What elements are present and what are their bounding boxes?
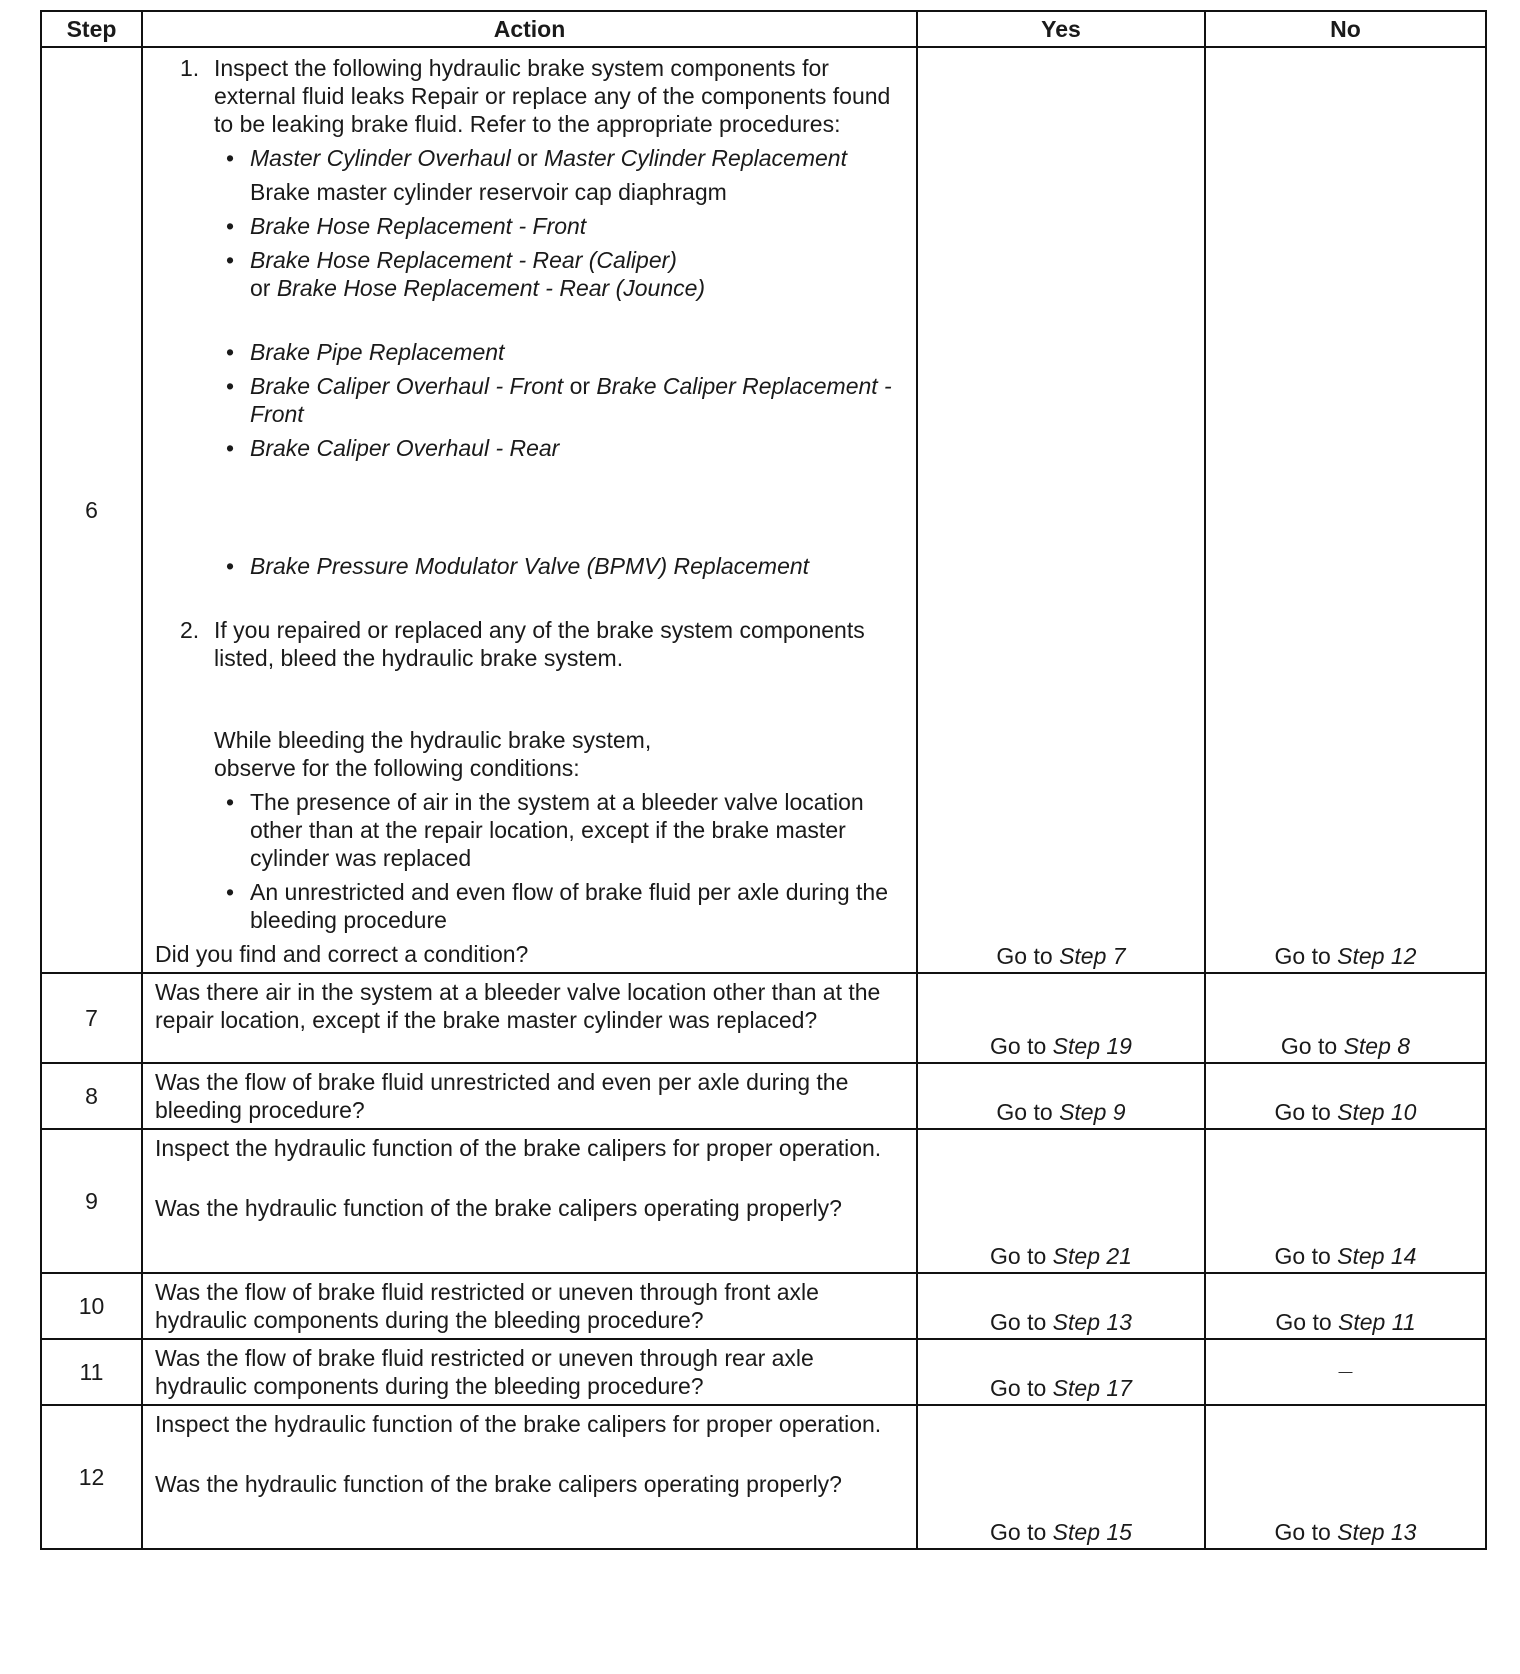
step-link[interactable]: Step 15 [1052, 1519, 1132, 1545]
action-cell [142, 973, 917, 1063]
question-text: Was the flow of brake fluid restricted or uneven through rear axle hydraulic components during the bleeding procedure? [155, 1345, 814, 1399]
no-cell: Go to Step 14 [1205, 1129, 1486, 1273]
step-number: 7 [41, 973, 142, 1063]
list-item: 1. Inspect the following hydraulic brake system components for external fluid leaks Repair or replace any of the components found to be leaking brake fluid. Refer to the appropriate procedures: • Master Cylinder Overhaul or Master Cylinder Replacement Brake master cylinder reservoir cap diaphragm • Brake Hose Replacement - Front • Brake Hose Replacement - Rear (Caliper) or Brake Hose Replacement - Rear (Jounce) • Brake Pipe Replacement • Brake Caliper Overhaul - Front or Brake Caliper Replacement - Front • Brake Caliper Overhaul - Rear • Brake Pressure Modulator Valve (BPMV) Replacement [180, 54, 906, 580]
bullet-item: • Brake Caliper Overhaul - Rear [226, 435, 560, 461]
yes-cell: Go to Step 19 [917, 973, 1205, 1063]
question-text: Was the flow of brake fluid unrestricted and even per axle during the bleeding procedure? [155, 1069, 849, 1123]
question-text: Was the hydraulic function of the brake calipers operating properly? [155, 1471, 842, 1497]
yes-cell: Go to Step 15 [917, 1405, 1205, 1549]
action-cell [142, 1405, 917, 1549]
step-link[interactable]: Step 21 [1052, 1243, 1132, 1269]
action-cell [142, 47, 917, 973]
question-text: Was the hydraulic function of the brake calipers operating properly? [155, 1195, 842, 1221]
step-link[interactable]: Step 10 [1337, 1099, 1417, 1125]
step-link[interactable]: Step 13 [1337, 1519, 1417, 1545]
step-number: 6 [41, 47, 142, 973]
bullet-item: • Brake Hose Replacement - Front [226, 213, 587, 239]
instruction-text: Inspect the following hydraulic brake system components for external fluid leaks Repair or replace any of the components found to be leaking brake fluid. Refer to the appropriate procedures: [214, 55, 891, 137]
instruction-text: Inspect the hydraulic function of the brake calipers for proper operation. [155, 1411, 882, 1437]
step-link[interactable]: Step 12 [1337, 943, 1417, 969]
step-link[interactable]: Step 9 [1059, 1099, 1126, 1125]
header-row [41, 11, 1486, 47]
bullet-item: • The presence of air in the system at a bleeder valve location other than at the repair location, except if the brake master cylinder was replaced [226, 789, 864, 871]
action-cell [142, 1063, 917, 1129]
no-cell: Go to Step 13 [1205, 1405, 1486, 1549]
header-no: No [1205, 11, 1486, 47]
yes-cell: Go to Step 21 [917, 1129, 1205, 1273]
question-text: Did you find and correct a condition? [155, 941, 529, 967]
yes-cell: Go to Step 7 [917, 47, 1205, 973]
yes-cell: Go to Step 13 [917, 1273, 1205, 1339]
diagnostic-table [40, 10, 1487, 1550]
step-link[interactable]: Step 14 [1337, 1243, 1417, 1269]
table-row [41, 1063, 1486, 1129]
empty-dash: — [1338, 1363, 1353, 1379]
step-number: 8 [41, 1063, 142, 1129]
table-row [41, 47, 1486, 973]
table-row [41, 1273, 1486, 1339]
no-cell: Go to Step 10 [1205, 1063, 1486, 1129]
step-link[interactable]: Step 7 [1059, 943, 1126, 969]
step-link[interactable]: Step 17 [1052, 1375, 1132, 1401]
table-row [41, 973, 1486, 1063]
step-number: 10 [41, 1273, 142, 1339]
question-text: Was there air in the system at a bleeder valve location other than at the repair location, except if the brake master cylinder was replaced? [155, 979, 881, 1033]
bullet-item: • Master Cylinder Overhaul or Master Cylinder Replacement [226, 145, 847, 171]
table-row [41, 1129, 1486, 1273]
bullet-item: • Brake Hose Replacement - Rear (Caliper) or Brake Hose Replacement - Rear (Jounce) [226, 247, 706, 301]
step-link[interactable]: Step 19 [1052, 1033, 1132, 1059]
step-link[interactable]: Step 11 [1338, 1309, 1416, 1335]
step-link[interactable]: Step 8 [1343, 1033, 1411, 1059]
table-row [41, 1405, 1486, 1549]
observe-text: While bleeding the hydraulic brake system, observe for the following conditions: [214, 727, 652, 781]
action-cell [142, 1273, 917, 1339]
bullet-item: • Brake Pipe Replacement [226, 339, 505, 365]
bullet-item: • An unrestricted and even flow of brake fluid per axle during the bleeding procedure [226, 879, 888, 933]
action-cell [142, 1339, 917, 1405]
action-cell [142, 1129, 917, 1273]
step-number: 11 [41, 1339, 142, 1405]
step-number: 9 [41, 1129, 142, 1273]
step-link[interactable]: Step 13 [1052, 1309, 1132, 1335]
yes-cell: Go to Step 17 [917, 1339, 1205, 1405]
instruction-text: Inspect the hydraulic function of the brake calipers for proper operation. [155, 1135, 882, 1161]
header-yes: Yes [917, 11, 1205, 47]
no-cell: Go to Step 12 [1205, 47, 1486, 973]
no-cell [1205, 1339, 1486, 1405]
step-number: 12 [41, 1405, 142, 1549]
no-cell: Go to Step 8 [1205, 973, 1486, 1063]
no-cell: Go to Step 11 [1205, 1273, 1486, 1339]
bullet-item: • Brake Pressure Modulator Valve (BPMV) Replacement [226, 553, 810, 579]
list-item: 2. If you repaired or replaced any of the brake system components listed, bleed the hydraulic brake system. While bleeding the hydraulic brake system, observe for the following conditions: • The presence of air in the system at a bleeder valve location other than at the repair location, except if the brake master cylinder was replaced • An unrestricted and even flow of brake fluid per axle during the bleeding procedure [180, 616, 906, 934]
header-step: Step [41, 11, 142, 47]
question-text: Was the flow of brake fluid restricted or uneven through front axle hydraulic components during the bleeding procedure? [155, 1279, 819, 1333]
plain-text: Brake master cylinder reservoir cap diaphragm [250, 179, 727, 205]
yes-cell: Go to Step 9 [917, 1063, 1205, 1129]
bullet-item: • Brake Caliper Overhaul - Front or Brake Caliper Replacement - Front [226, 373, 892, 427]
table-row [41, 1339, 1486, 1405]
instruction-text: If you repaired or replaced any of the brake system components listed, bleed the hydraulic brake system. [214, 617, 865, 671]
header-action: Action [142, 11, 917, 47]
